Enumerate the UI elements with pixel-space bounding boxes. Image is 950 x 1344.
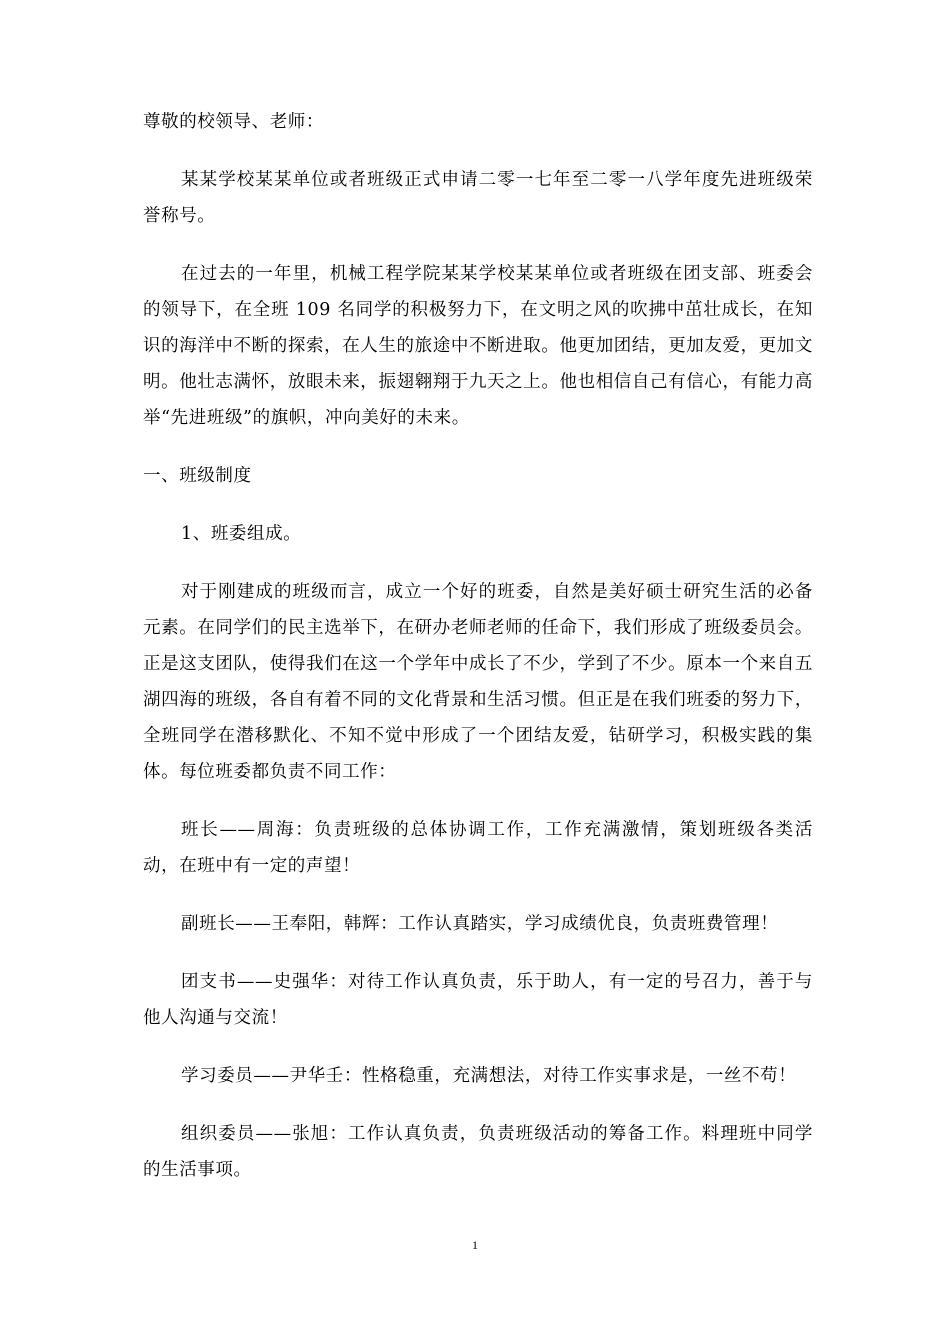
subsection-heading: 1、班委组成。 (181, 524, 302, 544)
member-entry-vice-monitor: 副班长——王奉阳，韩辉：工作认真踏实，学习成绩优良，负责班费管理！ (181, 914, 779, 934)
member-entry-organization-committee: 组织委员——张旭：工作认真负责，负责班级活动的筹备工作。料理班中同学的生活事项。 (143, 1124, 813, 1180)
member-entry-league-secretary: 团支书——史强华：对待工作认真负责，乐于助人，有一定的号召力，善于与他人沟通与交流！ (143, 972, 813, 1028)
page-number: 1 (472, 1238, 478, 1252)
member-entry-monitor: 班长——周海：负责班级的总体协调工作，工作充满激情，策划班级各类活动，在班中有一定的声望！ (143, 820, 813, 876)
intro-paragraph: 某某学校某某单位或者班级正式申请二零一七年至二零一八学年度先进班级荣誉称号。 (143, 170, 813, 226)
member-entry-study-committee: 学习委员——尹华壬：性格稳重，充满想法，对待工作实事求是，一丝不苟！ (181, 1066, 797, 1086)
salutation: 尊敬的校领导、老师： (143, 112, 324, 132)
document-body (143, 104, 813, 1210)
summary-paragraph: 在过去的一年里，机械工程学院某某学校某某单位或者班级在团支部、班委会的领导下，在全班 109 名同学的积极努力下，在文明之风的吹拂中茁壮成长，在知识的海洋中不断的探索，在人生的旅途中不断进取。他更加团结，更加友爱，更加文明。他壮志满怀，放眼未来，振翅翱翔于九天之上。他也相信自己有信心，有能力高举“先进班级”的旗帜，冲向美好的未来。 (143, 264, 813, 428)
section-heading: 一、班级制度 (143, 466, 252, 486)
subsection-paragraph: 对于刚建成的班级而言，成立一个好的班委，自然是美好硕士研究生活的必备元素。在同学们的民主选举下，在研办老师老师的任命下，我们形成了班级委员会。正是这支团队，使得我们在这一个学年中成长了不少，学到了不少。原本一个来自五湖四海的班级，各自有着不同的文化背景和生活习惯。但正是在我们班委的努力下，全班同学在潜移默化、不知不觉中形成了一个团结友爱，钻研学习，积极实践的集体。每位班委都负责不同工作： (143, 582, 813, 782)
